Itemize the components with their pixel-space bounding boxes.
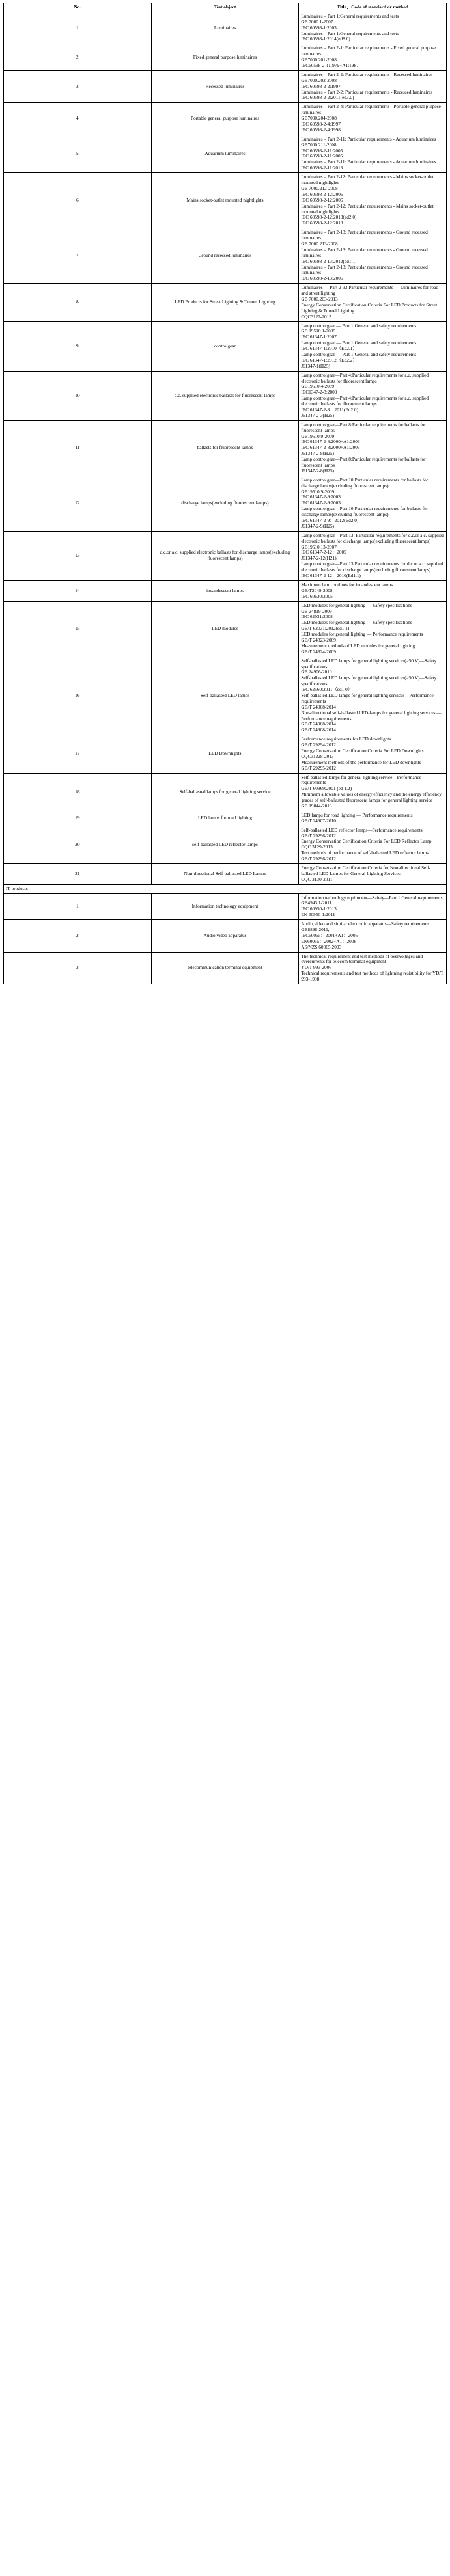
standard-line: IEC 60598-1:2003 xyxy=(301,24,337,31)
standard-line: J61347-2-8(H25) xyxy=(301,467,334,474)
row-test-object: d.c.or a.c. supplied electronic ballasts for discharge lamps(excluding fluorescent lamps) xyxy=(151,531,299,580)
standard-line: Lamp controlgear — Part 1:General and safety requirements xyxy=(301,340,417,346)
table-row xyxy=(4,284,447,321)
standard-line: IEC 60950-1:2013 xyxy=(301,906,337,912)
standard-line: CQC3127-2013 xyxy=(301,313,331,319)
standard-line: GB19510.9-2009 xyxy=(301,488,335,495)
row-number: 20 xyxy=(4,826,152,863)
standard-line: Lamp controlgear—Part 8:Particular requirements for ballasts for fluorescent lamps xyxy=(301,421,426,433)
standard-line: GB/T 29294-2012 xyxy=(301,742,336,748)
standard-line: Luminaires—Part 1:General requirements and tests xyxy=(301,30,399,36)
standard-line: Self-ballasted LED lamps for general lighting services(>50 V)—Safety specifications xyxy=(301,657,437,670)
standard-line: EN60065：2002+A1：2006 xyxy=(301,938,357,944)
row-number: 5 xyxy=(4,135,152,172)
table-body xyxy=(4,12,447,984)
table-row xyxy=(4,420,447,476)
standard-line: The technical requirement and test methods of overvoltages and overcurrents for telecom terminal equipment xyxy=(301,953,423,965)
row-test-object: LED Products for Street Lighting & Tunnel Lighting xyxy=(151,284,299,321)
standard-line: GB/T 24908-2014 xyxy=(301,727,336,733)
row-standards xyxy=(299,321,447,371)
standard-line: IEC 61347-2-9:2003 xyxy=(301,494,341,500)
row-test-object: self-ballasted LED reflector lamps xyxy=(151,826,299,863)
standard-line: GB7000.202-2008 xyxy=(301,77,337,83)
standard-line: CQC 3129-2013 xyxy=(301,844,333,850)
standard-line: Maximum lamp outlines for incandescent lamps xyxy=(301,581,393,588)
row-standards xyxy=(299,952,447,984)
table-row xyxy=(4,173,447,228)
row-standards xyxy=(299,531,447,580)
row-standards xyxy=(299,420,447,476)
standard-line: IEC 61347-2-8:2000+A1:2006 xyxy=(301,439,360,445)
table-row xyxy=(4,70,447,102)
row-number: 2 xyxy=(4,920,152,952)
standard-line: J61347-2-12(H21) xyxy=(301,555,337,562)
row-test-object: discharge lamps(excluding fluorescent lamps) xyxy=(151,476,299,531)
table-row xyxy=(4,893,447,920)
standard-line: Energy Conservation Certification Criteria For LED Products for Street Lighting & Tunnel Lighting xyxy=(301,301,438,314)
standard-line: Luminaires – Part 2-12: Particular requirements - Mains socket-outlet mounted nightlights xyxy=(301,202,434,215)
standard-line: Non-directional self-ballasted LED-lamps for general lighting services — Performance requirements xyxy=(301,709,442,722)
row-test-object: a.c. supplied electronic ballasts for fluorescent lamps xyxy=(151,371,299,420)
standard-line: GB 7000.1-2007 xyxy=(301,18,333,25)
standard-line: LED modules for general lighting — Safety specifications xyxy=(301,619,412,626)
standard-line: GB 7000.213-2008 xyxy=(301,240,338,247)
row-standards xyxy=(299,657,447,735)
row-standards xyxy=(299,70,447,102)
table-row xyxy=(4,531,447,580)
row-test-object: Recessed luminaires xyxy=(151,70,299,102)
row-test-object: Ground recessed luminaires xyxy=(151,228,299,284)
standard-line: IEC 61347-2-8:2000+A1:2006 xyxy=(301,444,360,451)
table-row xyxy=(4,321,447,371)
row-standards xyxy=(299,476,447,531)
standard-line: GB/T 24823-2009 xyxy=(301,636,336,643)
row-standards xyxy=(299,12,447,44)
standard-line: GB 7000.212-2008 xyxy=(301,185,338,191)
row-test-object: Fixed general purpose luminaires xyxy=(151,44,299,71)
standard-line: Luminaires – Part 2-13: Particular requirements - Ground recessed luminaires xyxy=(301,264,428,276)
row-number: 15 xyxy=(4,601,152,657)
standard-line: IEC 61347-2-3：2011(Ed2.0) xyxy=(301,407,358,413)
row-number: 3 xyxy=(4,70,152,102)
standard-line: GB/T 29296-2012 xyxy=(301,856,336,862)
standard-line: Technical requirements and test methods of lightning resistibility for YD/T 993-1998 xyxy=(301,970,443,983)
standard-line: IEC60598-2-1:1979+A1:1987 xyxy=(301,62,359,69)
standard-line: GB19510.4-2009 xyxy=(301,383,335,390)
standard-line: Luminaires – Part 2-2: Particular requirements - Recessed luminaires xyxy=(301,71,433,77)
row-number: 11 xyxy=(4,420,152,476)
row-test-object: Aquarium luminaires xyxy=(151,135,299,172)
row-standards xyxy=(299,173,447,228)
standard-line: GB7000.201-2008 xyxy=(301,57,337,63)
standard-line: GB 19510.1-2009 xyxy=(301,328,336,334)
row-number: 12 xyxy=(4,476,152,531)
row-number: 9 xyxy=(4,321,152,371)
standard-line: Minimum allowable values of energy efficiency and the energy efficiency grades of self-ballasted fluorescent lamps for general lighting service xyxy=(301,791,442,804)
standard-line: Lamp controlgear—Part 4:Particular requirements for a.c. supplied electronic ballasts for fluorescent lamps xyxy=(301,395,429,407)
standard-line: J61347-1(H25) xyxy=(301,362,330,369)
standards-table xyxy=(3,3,447,984)
standard-line: IEC 60598-1:2014(ed8.0) xyxy=(301,36,350,42)
standard-line: Luminaires – Part 2-13: Particular requirements - Ground recessed luminaires xyxy=(301,229,428,241)
standard-line: IEC1347-2-3:2000 xyxy=(301,389,337,396)
standard-line: Luminaires – Part 1:General requirements and tests xyxy=(301,12,399,19)
standard-line: Performance requirements for LED downlights xyxy=(301,736,391,742)
row-test-object: Non-directional Self-ballasted LED Lamps xyxy=(151,864,299,885)
standard-line: GB 24819-2009 xyxy=(301,608,332,614)
standard-line: IEC 61347-2-9:2003 xyxy=(301,500,341,506)
standard-line: IEC 60598-2-2:2011(ed3.0) xyxy=(301,94,354,101)
table-row xyxy=(4,228,447,284)
row-number: 1 xyxy=(4,12,152,44)
row-number: 1 xyxy=(4,893,152,920)
table-row xyxy=(4,773,447,811)
table-row xyxy=(4,135,447,172)
standard-line: IEC 61347-2-12：2005 xyxy=(301,549,346,556)
standard-line: J61347-2-3(H25) xyxy=(301,412,334,418)
standard-line: Lamp controlgear — Part 1:General and safety requirements xyxy=(301,351,417,357)
standard-line: Energy Conservation Certification Criteria For LED Reflector Lamp xyxy=(301,838,432,845)
row-standards xyxy=(299,371,447,420)
row-standards xyxy=(299,284,447,321)
row-standards xyxy=(299,735,447,773)
row-number: 18 xyxy=(4,773,152,811)
standard-line: IEC 60598-2-11:2005 xyxy=(301,153,343,159)
row-standards xyxy=(299,920,447,952)
row-test-object: Information technology equipment xyxy=(151,893,299,920)
standard-line: IEC 60598-2-4:1998 xyxy=(301,126,341,133)
row-standards xyxy=(299,826,447,863)
standard-line: GB7000.211-2008 xyxy=(301,141,337,148)
row-standards xyxy=(299,864,447,885)
row-test-object: Self-ballasted lamps for general lighting service xyxy=(151,773,299,811)
standard-line: Lamp controlgear — Part 1:General and safety requirements xyxy=(301,322,417,329)
row-number: 14 xyxy=(4,580,152,601)
standard-line: IEC 61347-1:2012（Ed2.2） xyxy=(301,357,358,363)
table-row xyxy=(4,952,447,984)
row-number: 7 xyxy=(4,228,152,284)
row-test-object: LED modules xyxy=(151,601,299,657)
row-test-object: LED Downlights xyxy=(151,735,299,773)
standard-line: GB4943.1-2011 xyxy=(301,900,332,906)
standard-line: Luminaires – Part 2-12: Particular requirements - Mains socket-outlet mounted nightlights xyxy=(301,174,434,186)
standard-line: Self-ballasted LED lamps for general lighting services(>50 V)—Safety specifications xyxy=(301,675,437,687)
table-row xyxy=(4,920,447,952)
standard-line: GB7000.204-2008 xyxy=(301,115,337,122)
standard-line: IEC 60598-2-4:1997 xyxy=(301,121,341,128)
header-test-object: Test object xyxy=(151,3,299,12)
table-row xyxy=(4,476,447,531)
row-standards xyxy=(299,893,447,920)
row-standards xyxy=(299,44,447,71)
standard-line: Lamp controlgear – Part 13: Particular requirements for d.c.or a.c. supplied electronic ballasts for discharge lamps(excluding fluorescent lamps) xyxy=(301,532,444,544)
standard-line: Lamp controlgear—Part 4:Particular requirements for a.c. supplied electronic ballasts for fluorescent lamps xyxy=(301,372,429,384)
row-standards xyxy=(299,135,447,172)
row-number: 13 xyxy=(4,531,152,580)
standard-line: Lamp controlgear—Part 10:Particular requirements for ballasts for discharge lamps(excluding fluorescent lamps) xyxy=(301,476,429,489)
row-test-object: controlgear xyxy=(151,321,299,371)
standard-line: GB8898-2011, xyxy=(301,927,330,933)
standard-line: Self-ballasted lamps for general lighting service—Performance requirements xyxy=(301,774,421,786)
standard-line: LED lamps for road lighting — Performance requirements xyxy=(301,811,413,818)
standard-line: IEC 61347-2-12：2010(Ed1.1) xyxy=(301,573,361,579)
standard-line: Luminaires – Part 2-13: Particular requirements - Ground recessed luminaires xyxy=(301,246,428,258)
standard-line: EN 60950-1:2011 xyxy=(301,912,335,918)
standard-line: J61347-2-8(H25) xyxy=(301,450,334,457)
standard-line: IEC 62560:2011（ed1.0） xyxy=(301,686,353,693)
standard-line: IEC 60598-2-12:2013(ed2.0) xyxy=(301,214,357,221)
standard-line: IEC 61347-1:2010（Ed2.1） xyxy=(301,346,358,352)
row-test-object: Mains socket-outlet mounted nightlights xyxy=(151,173,299,228)
header-no: No. xyxy=(4,3,152,12)
row-test-object: ballasts for fluorescent lamps xyxy=(151,420,299,476)
standard-line: LED modules for general lighting — Safety specifications xyxy=(301,602,412,608)
standard-line: Test methods of performance of self-ballasted LED reflector lamps xyxy=(301,850,429,856)
standard-line: GB 7000.203-2013 xyxy=(301,295,338,302)
row-number: 16 xyxy=(4,657,152,735)
row-number: 19 xyxy=(4,811,152,826)
standard-line: IEC60065：2001+A1：2005 xyxy=(301,932,358,938)
row-standards xyxy=(299,811,447,826)
table-row xyxy=(4,811,447,826)
table-row xyxy=(4,580,447,601)
row-test-object: telecommunication terminal equipment xyxy=(151,952,299,984)
standard-line: Luminaires — Part 2-33:Particular requirements — Luminaires for road and street lighting xyxy=(301,284,439,297)
standard-line: GB/T 24908-2014 xyxy=(301,703,336,710)
standard-line: IEC 61347-1:2007 xyxy=(301,334,337,340)
standard-line: Measurement methods of the performance for LED downlights xyxy=(301,759,421,765)
standard-line: Lamp controlgear—Part 8:Particular requirements for ballasts for fluorescent lamps xyxy=(301,456,426,468)
standard-line: Lamp controlgear—Part 13:Particular requirements for d.c.or a.c. supplied electronic ballasts for discharge lamps(excluding fluorescent lamps) xyxy=(301,561,443,573)
standard-line: IEC 60598-2-13:2006 xyxy=(301,275,343,282)
row-standards xyxy=(299,601,447,657)
standard-line: Self-ballasted LED lamps for general lighting services—Performance requirements xyxy=(301,692,434,704)
standard-line: GB/T 62031:2012(ed1.1) xyxy=(301,625,350,632)
table-row xyxy=(4,12,447,44)
header-standard: Title、Code of standard or method xyxy=(299,3,447,12)
table-header-row xyxy=(4,3,447,12)
standard-line: GB/T 24907-2010 xyxy=(301,817,336,824)
table-row xyxy=(4,735,447,773)
standard-line: Audio,video and similar electronic apparatus—Safety requirements xyxy=(301,921,430,927)
standard-line: IEC 60598-2-11:2005 xyxy=(301,147,343,154)
row-test-object: Self-ballasted LED lamps xyxy=(151,657,299,735)
table-row xyxy=(4,601,447,657)
standard-line: IEC 60598-2-12:2006 xyxy=(301,191,343,197)
standard-line: GB/T2049-2008 xyxy=(301,587,333,593)
table-row xyxy=(4,44,447,71)
standard-line: IEC 62031:2008 xyxy=(301,614,333,620)
standard-line: Luminaires – Part 2-2: Particular requirements - Recessed luminaires xyxy=(301,88,433,95)
standard-line: Luminaires – Part 2-1: Particular requirements - Fixed general purpose luminaires xyxy=(301,45,436,57)
standard-line: J61347-2-9(H25) xyxy=(301,522,334,529)
document-page xyxy=(0,0,450,984)
standard-line: GB 24906-2010 xyxy=(301,669,332,675)
standard-line: IEC 60598-2-13:2012(ed1.1) xyxy=(301,258,357,264)
standard-line: Luminaires – Part 2-11: Particular requirements - Aquarium luminaires xyxy=(301,135,436,142)
standard-line: IEC 60630:2005 xyxy=(301,593,333,599)
standard-line: GB/T 24908-2014 xyxy=(301,721,336,727)
standard-line: GB 19044-2013 xyxy=(301,803,332,809)
section-row xyxy=(4,884,447,893)
row-test-object: Luminaires xyxy=(151,12,299,44)
row-number: 3 xyxy=(4,952,152,984)
standard-line: Luminaires – Part 2-4: Particular requirements - Portable general purpose luminaires xyxy=(301,103,441,116)
table-row xyxy=(4,657,447,735)
row-number: 8 xyxy=(4,284,152,321)
standard-line: Energy Conservation Certification Criteria for Non-directional Self-ballasted LED Lamps for General Lighting Services xyxy=(301,865,431,876)
standard-line: Information technology equipment—Safety—Part 1:General requirements xyxy=(301,894,443,901)
standard-line: GB19510.9-2009 xyxy=(301,433,335,439)
row-number: 6 xyxy=(4,173,152,228)
standard-line: YD/T 993-2006 xyxy=(301,964,331,971)
standard-line: Luminaires – Part 2-11: Particular requirements - Aquarium luminaires xyxy=(301,159,436,165)
row-standards xyxy=(299,103,447,135)
standard-line: GB19510.13-2007 xyxy=(301,543,337,550)
standard-line: CQC 3130-2011 xyxy=(301,876,333,882)
row-number: 4 xyxy=(4,103,152,135)
row-test-object: Portable general purpose luminaires xyxy=(151,103,299,135)
standard-line: IEC 60598-2-2:1997 xyxy=(301,83,341,89)
table-row xyxy=(4,864,447,885)
standard-line: GB/T 24824-2009 xyxy=(301,648,336,655)
row-number: 10 xyxy=(4,371,152,420)
row-standards xyxy=(299,580,447,601)
standard-line: AS/NZS 60065:2003 xyxy=(301,943,342,950)
row-number: 21 xyxy=(4,864,152,885)
row-number: 2 xyxy=(4,44,152,71)
standard-line: GB/T 60969:2001 (ed 1.2) xyxy=(301,785,352,792)
table-row xyxy=(4,826,447,863)
standard-line: Measurement methods of LED modules for general lighting xyxy=(301,642,415,649)
row-test-object: LED lamps for road lighting xyxy=(151,811,299,826)
standard-line: IEC 61347-2-9：2012(Ed2.0) xyxy=(301,517,359,524)
standard-line: Self-ballasted LED reflector lamps—Performance requirements xyxy=(301,826,423,833)
row-standards xyxy=(299,228,447,284)
table-row xyxy=(4,371,447,420)
standard-line: Lamp controlgear—Part 10:Particular requirements for ballasts for discharge lamps(excluding fluorescent lamps) xyxy=(301,506,429,518)
standard-line: Energy Conservation Certification Criteria For LED Downlights xyxy=(301,747,424,753)
standard-line: IEC 60598-2-12:2013 xyxy=(301,220,343,226)
standard-line: LED modules for general lighting — Performance requirements xyxy=(301,631,423,638)
section-title: IT products xyxy=(4,884,447,893)
row-number: 17 xyxy=(4,735,152,773)
standard-line: IEC 60598-2-11:2013 xyxy=(301,165,343,171)
table-row xyxy=(4,103,447,135)
standard-line: IEC 60598-2-12:2006 xyxy=(301,197,343,203)
row-test-object: incandescent lamps xyxy=(151,580,299,601)
standard-line: CQC31228-2013 xyxy=(301,753,334,759)
row-test-object: Audio,video apparatus xyxy=(151,920,299,952)
standard-line: GB/T 29295-2012 xyxy=(301,765,336,771)
row-standards xyxy=(299,773,447,811)
standard-line: GB/T 29296-2012 xyxy=(301,832,336,839)
